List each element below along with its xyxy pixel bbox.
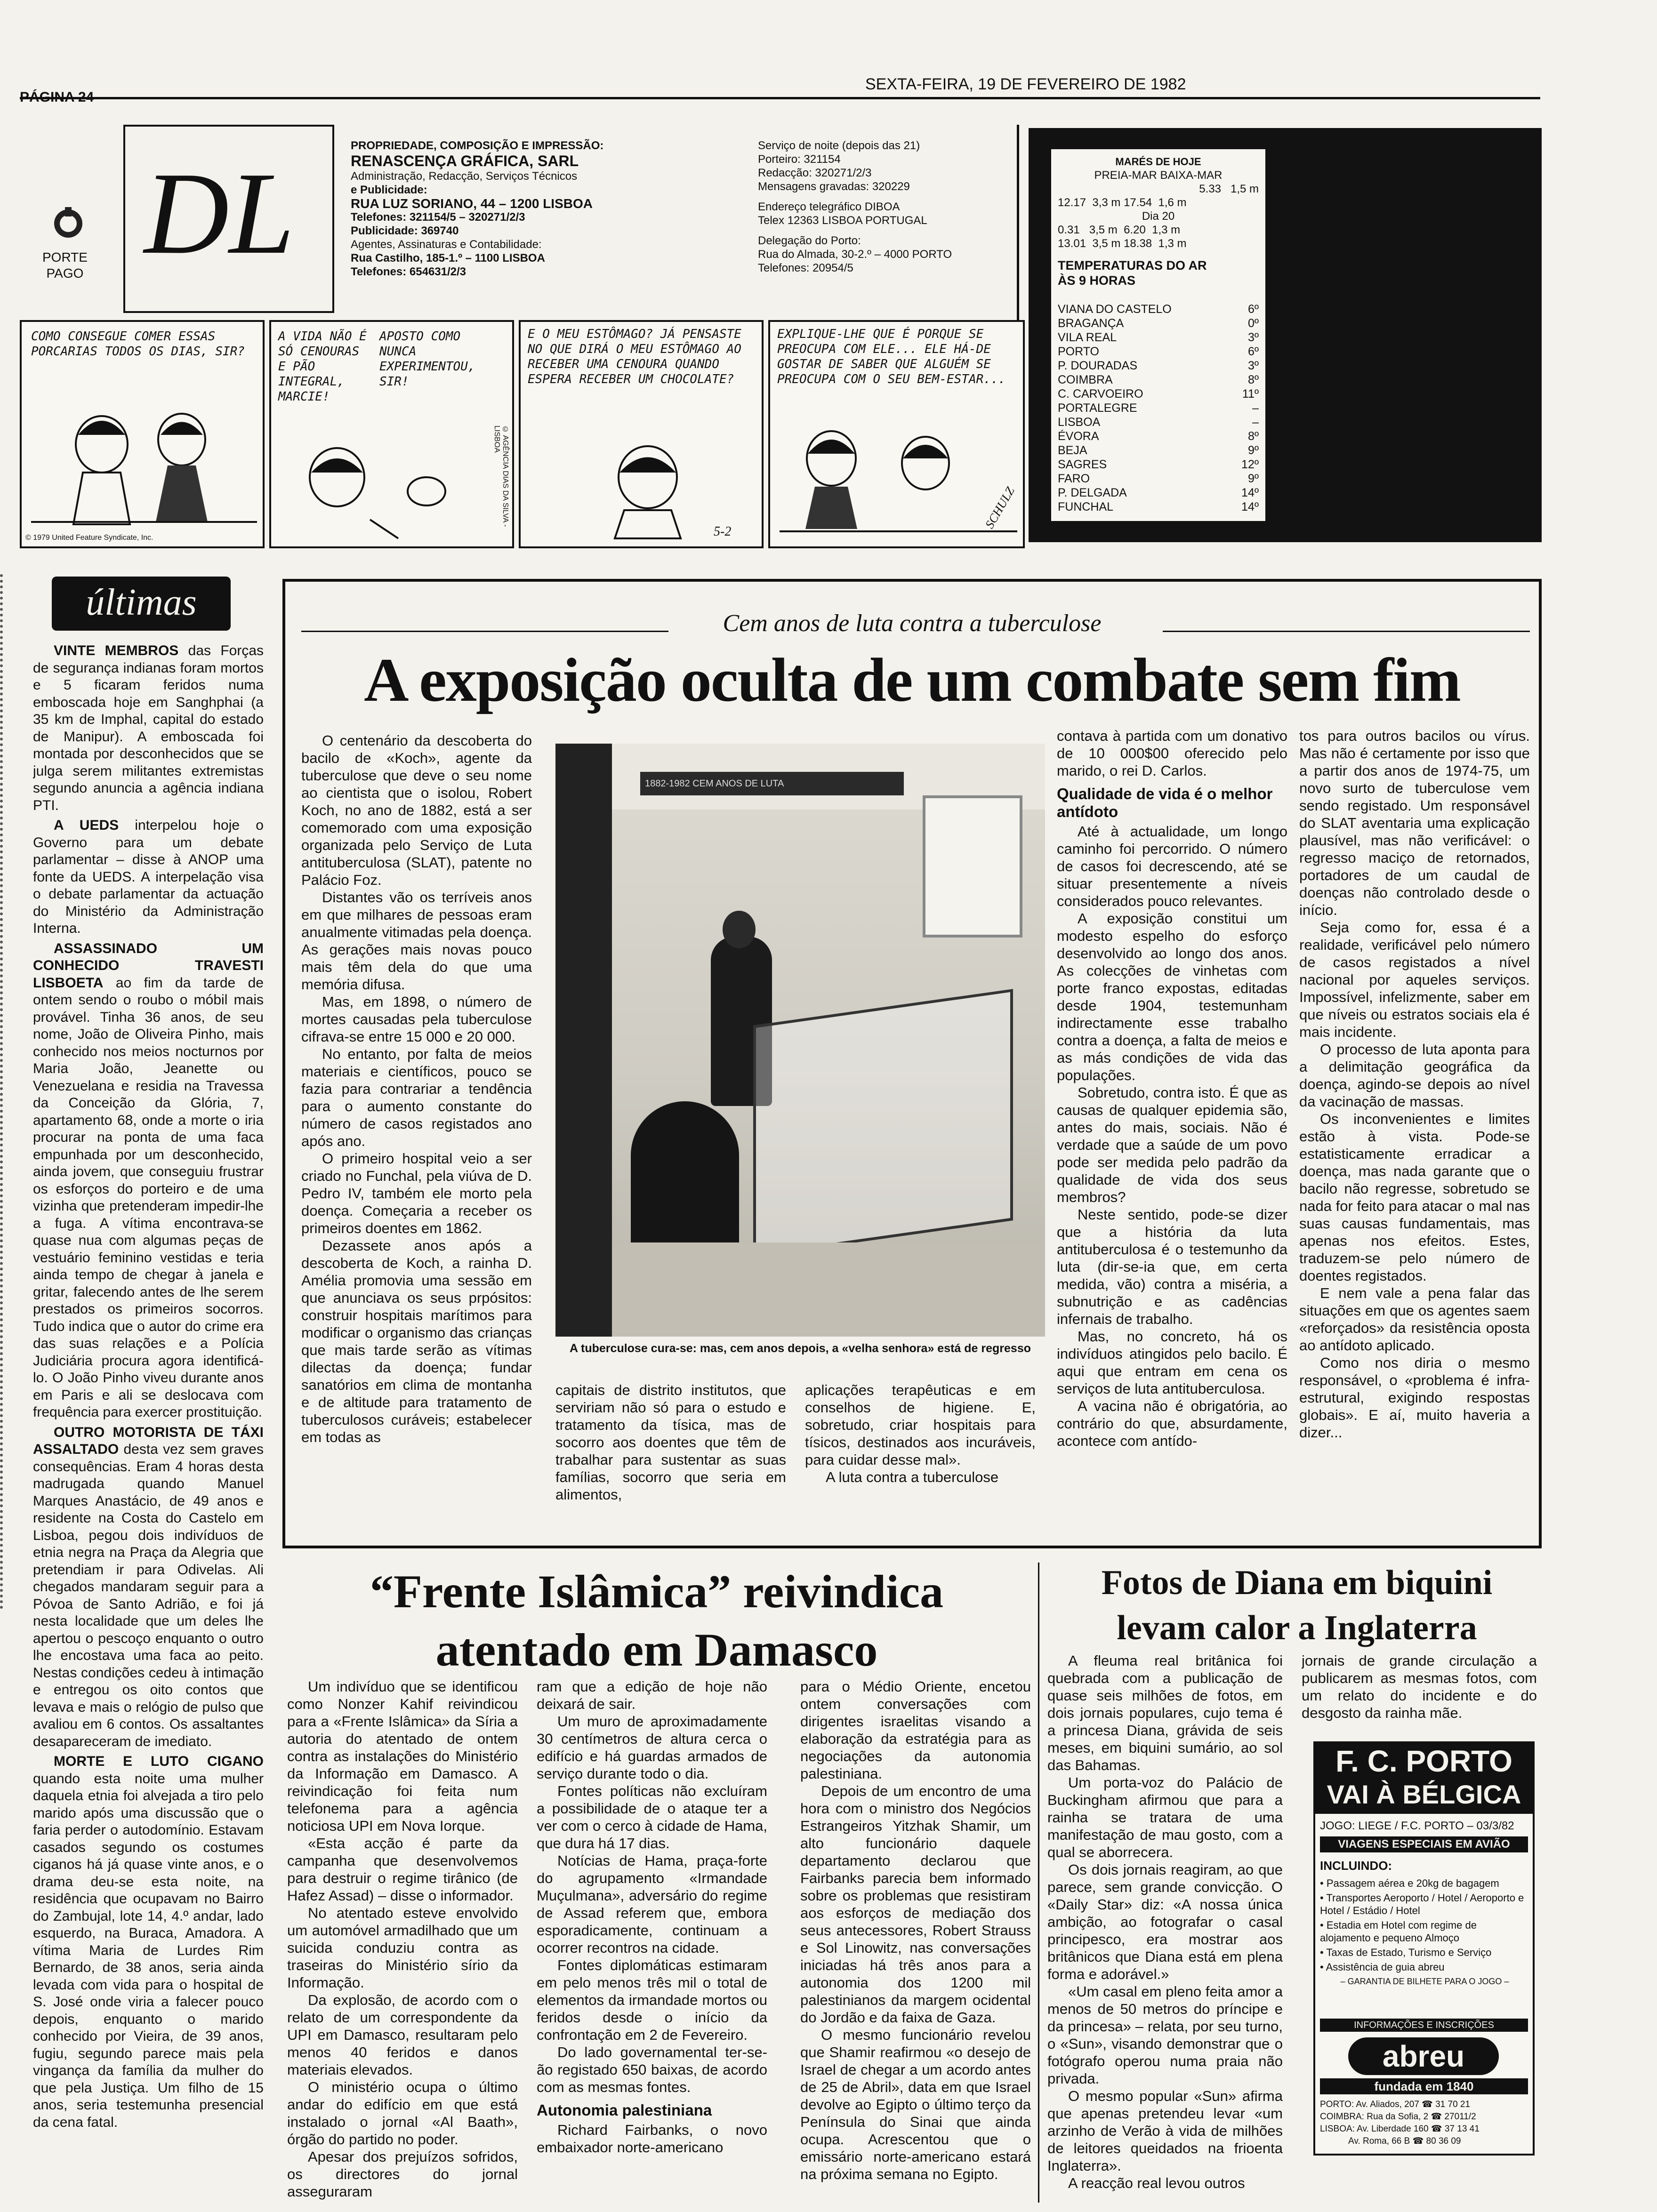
ultimas-banner bbox=[52, 577, 231, 631]
islamic-headline: “Frente Islâmica” reivindica atentado em Damasco bbox=[370, 1565, 944, 1676]
porte-pago-label: PORTE PAGO bbox=[42, 250, 88, 281]
ultimas-item: OUTRO MOTORISTA DE TÁXI ASSALTADO desta vez sem graves consequências. Eram 4 horas desta madrugada quando Manuel Marques Anastácio, de 49 anos e residente na Costa do Castelo em Lisboa, pegou dois indivíduos de etnia negra na Praça da Alegria que pretendiam ir para Odivelas. Ali chegados mandaram seguir para a Póvoa de Santo Adrião, e foi já nesta localidade que um deles lhe apertou o pescoço enquanto o outro lhe encostava uma faca ao peito. Nestas condições cedeu à intimação e entregou os oito contos que levava e mais o relógio de pulso que avaliou em 6 contos. Os assaltantes desapareceram de imediato. bbox=[33, 1424, 264, 1749]
temp-row: FUNCHAL 14º bbox=[1058, 500, 1259, 513]
ad-list-item: • Estadia em Hotel com regime de alojamento e pequeno Almoço bbox=[1320, 1919, 1477, 1944]
temp-row: P. DELGADA 14º bbox=[1058, 486, 1259, 499]
diana-col-1: A fleuma real britânica foi quebrada com a publicação de quase seis milhões de fotos, em dois jornais populares, cujo tema é a princesa Diana, grávida de seis meses, em biquini sumário, ao sol das Bahamas. Um porta-voz do Palácio de Buckingham afirmou que para a rainha se tratara de uma manifestação de mau gosto, com a qual se aborrecera. Os dois jornais reagiram, ao que parece, sem grande convicção. O «Daily Star» diz: «A nossa única ambição, ao fotografar o casal principesco, era mostrar aos britânicos que Diana está em plena forma e adorável.» «Um casal em pleno feita amor a menos de 50 metros do príncipe e da princesa» – relata, por seu turno, o «Sun», visando demonstrar que o fotógrafo operou numa praia não privada. O mesmo popular «Sun» afirma que apenas pretendeu levar «um arzinho de Verão à vida de milhões de leitores queidados na frioenta Inglaterra». A reacção real levou outros bbox=[1047, 1652, 1283, 2191]
comic-signature: SCHULZ bbox=[982, 484, 1017, 531]
ultimas-title: últimas bbox=[86, 582, 197, 623]
feature-col-4: contava à partida com um donativo de 10 000$00 oferecido pelo marido, o rei D. Carlos. Qualidade de vida é o melhor antídoto Até à actualidade, um longo caminho foi percorrido. O número de casos foi decrescendo, até se situar presentemente a níveis considerados pouco relevantes. A exposição constitui um modesto espelho do esforço desenvolvido ao longo dos anos. As colecções de vinhetas com porte franco expostas, editadas desde 1904, testemunham indirectamente esse trabalho contra a doença, a falta de meios e as más condições de vida das populações. Sobretudo, contra isto. É que as causas de qualquer epidemia são, antes do mais, sociais. Não é verdade que a saúde de um povo pode ser medida pelo padrão da qualidade de vida dos seus membros? Neste sentido, pode-se dizer que a história da luta antituberculosa é o testemunho da luta (dir-se-ia que, em certa medida, vão) contra a miséria, a subnutrição e as cadências infernais de trabalho. Mas, no concreto, há os indivíduos atingidos pelo bacilo. É aqui que entram em cena os serviços de luta antituberculosa. A vacina não é obrigatória, ao contrário do que, absurdamente, acontece com antído- bbox=[1057, 728, 1287, 1449]
photo-caption: A tuberculose cura-se: mas, cem anos depois, a «velha senhora» está de regresso bbox=[569, 1342, 1031, 1355]
comic-panel-2 bbox=[269, 320, 514, 548]
tides-row: Dia 20 bbox=[1142, 210, 1175, 223]
abreu-logo: abreu bbox=[1348, 2037, 1499, 2075]
ad-title-2: VAI À BÉLGICA bbox=[1327, 1779, 1521, 1809]
feature-col-5: tos para outros bacilos ou vírus. Mas não é certamente por isso que a partir dos anos de 1974-75, um novo surto de tuberculose vem sendo registado. Um responsável do SLAT aventaria uma explicação plausível, mas não verificável: o regresso maciço de retornados, portadores de um caudal de doenças não controlado desde o início. Seja como for, essa é a realidade, verificável pelo número de casos registados a nível nacional por aqueles serviços. Impossível, infelizmente, saber em que níveis ou estratos sociais ela é mais incidente. O processo de luta aponta para a delimitação geográfica da doença, agindo-se depois ao nível da vacinação de massas. Os inconvenientes e limites estão à vista. Pode-se estatisticamente erradicar a doença, mas nada garante que o bacilo não regresse, sobretudo se nada for feito para atacar o mal nas suas causas fundamentais, mas apenas nos efeitos. Estes, traduzem-se pelo número de doentes registados. E nem vale a pena falar das situações em que os agentes saem «reforçados» da resistência oposta ao antídoto aplicado. Como nos diria o mesmo responsável, o «problema é infra-estrutural, exigindo respostas globais». E aí, muito haveria a dizer... bbox=[1299, 728, 1530, 1441]
islamic-subhead: Autonomia palestiniana bbox=[537, 2101, 712, 2119]
temp-row: BEJA 9º bbox=[1058, 444, 1259, 457]
tides-subtitle: PREIA-MAR BAIXA-MAR bbox=[1094, 169, 1223, 182]
feature-col-3: aplicações terapêuticas e em conselhos de higiene. E, sobretudo, criar hospitais para tísicos, destinados aos incuráveis, para cuidar desse mal». A luta contra a tuberculose bbox=[805, 1382, 1036, 1485]
tides-row: 5.33 1,5 m bbox=[1199, 183, 1259, 195]
column-divider bbox=[1038, 1563, 1039, 2203]
ad-info-banner: INFORMAÇÕES E INSCRIÇÕES bbox=[1320, 2019, 1528, 2032]
ultimas-column bbox=[33, 642, 264, 2196]
feature-headline: A exposição oculta de um combate sem fim bbox=[364, 645, 1460, 714]
comic-panel-4 bbox=[768, 320, 1025, 548]
feature-col-2: capitais de distrito institutos, que serviriam não só para o estudo e tratamento da tísica, mas de socorro aos doentes que têm de trabalhar para sustentar as suas famílias, socorro que seria em alimentos, bbox=[555, 1382, 786, 1503]
comic-panel-1 bbox=[20, 320, 265, 548]
ultimas-item: A UEDS interpelou hoje o Governo para um debate parlamentar – disse à ANOP uma fonte da UEDS. A interpelação visa o debate parlamentar da actuação do Ministério da Administração Interna. bbox=[33, 817, 264, 936]
weather-inner bbox=[1051, 149, 1265, 521]
ad-title-block bbox=[1315, 1743, 1533, 1814]
comic-panel-3 bbox=[519, 320, 764, 548]
ad-list-item: • Transportes Aeroporto / Hotel / Aeroporto e Hotel / Estádio / Hotel bbox=[1320, 1892, 1524, 1916]
photo-exhibit-sign: 1882-1982 CEM ANOS DE LUTA bbox=[640, 772, 904, 795]
temp-row: PORTALEGRE – bbox=[1058, 401, 1259, 415]
temp-row: SAGRES 12º bbox=[1058, 458, 1259, 471]
dl-logo: DL bbox=[144, 148, 295, 279]
tides-row: 12.17 3,3 m 17.54 1,6 m bbox=[1058, 196, 1187, 209]
ad-list-item: • Taxas de Estado, Turismo e Serviço bbox=[1320, 1947, 1492, 1958]
temp-row: ÉVORA 8º bbox=[1058, 430, 1259, 443]
islamic-col-3: para o Médio Oriente, encetou ontem conversações com dirigentes israelitas visando a elaboração da estratégia para as negociações da autonomia palestiniana. Depois de um encontro de uma hora com o ministro dos Negócios Estrangeiros Yitzhak Shamir, um alto funcionário daquele departamento declarou que Fairbanks parecia bem informado sobre os problemas que resistiram aos esforços de mediação dos seus antecessores, Robert Strauss e Sol Linowitz, nas conversações iniciadas há três anos para a autonomia dos 1200 mil palestinianos da margem ocidental do Jordão e da faixa de Gaza. O mesmo funcionário revelou que Shamir reafirmou «o desejo de Israel de chegar a um acordo antes de 25 de Abril», data em que Israel devolve ao Egipto o último terço da Península do Sinai que ainda ocupa. Acrescentou que o emissário norte-americano estará na próxima semana no Egipto. bbox=[800, 1678, 1031, 2182]
comic-copyright: © 1979 United Feature Syndicate, Inc. bbox=[25, 534, 153, 542]
comic-figures-icon bbox=[22, 402, 265, 538]
comic-speech: E O MEU ESTÔMAGO? JÁ PENSASTE NO QUE DIRÁ O MEU ESTÔMAGO AO RECEBER UMA CENOURA QUANDO ESPERA RECEBER UM CHOCOLATE? bbox=[528, 327, 741, 386]
comic-date: 5-2 bbox=[714, 524, 732, 539]
feature-photo bbox=[555, 744, 1045, 1337]
feature-kicker: Cem anos de luta contra a tuberculose bbox=[723, 610, 1102, 637]
tides-row: 13.01 3,5 m 18.38 1,3 m bbox=[1058, 237, 1187, 250]
ownership-block: PROPRIEDADE, COMPOSIÇÃO E IMPRESSÃO: RENASCENÇA GRÁFICA, SARL Administração, Redacção, Serviços Técnicos e Publicidade: RUA LUZ SORIANO, 44 – 1200 LISBOA Telefones: 321154/5 – 320271/2/3 Publicidade: 369740 Agentes, Assinaturas e Contabilidade: Rua Castilho, 185-1.º – 1100 LISBOA Telefones: 654631/2/3 bbox=[351, 139, 604, 278]
islamic-col-1: Um indivíduo que se identificou como Nonzer Kahif reivindicou para a «Frente Islâmica» da Síria a autoria do atentado de ontem contra as instalações do Ministério da Informação em Damasco. A reivindicação foi feita num telefonema para a agência noticiosa UPI em Nova Iorque. «Esta acção é parte da campanha que desenvolvemos para destruir o regime tirânico (de Hafez Assad) – disse o informador. No atentado esteve envolvido um automóvel armadilhado que um suicida conduziu contra as traseiras do Ministério sírio da Informação. Da explosão, de acordo com o relato de um correspondente da UPI em Damasco, resultaram pelo menos 40 feridos e danos materiais elevados. O ministério ocupa o último andar do edifício em que está instalado o jornal «Al Baath», órgão do partido no poder. Apesar dos prejuízos sofridos, os directores do jornal asseguraram bbox=[287, 1678, 518, 2200]
comic-speech: A VIDA NÃO É SÓ CENOURAS E PÃO INTEGRAL, MARCIE! bbox=[278, 329, 367, 404]
ad-list bbox=[1320, 1875, 1529, 1990]
tides-row: 0.31 3,5 m 6.20 1,3 m bbox=[1058, 224, 1181, 236]
ultimas-item: ASSASSINADO UM CONHECIDO TRAVESTI LISBOETA ao fim da tarde de ontem sendo o roubo o móbil mais provável. Tinha 36 anos, de seu nome, João de Oliveira Pinho, mais conhecido nos meios nocturnos por Maria João, Jeanette ou Venezuelana e residia na Travessa da Conceição da Glória, 7, apartamento 68, onde a morte o iria procurar na ponta de uma faca empunhada por um desconhecido, ainda jovem, que conseguiu frustrar os esforços do porteiro e de uma vizinha que pretenderam impedir-lhe a fuga. A vítima encontrava-se quase nua com algumas peças de vestuário feminino vestidas e teria ainda tempo de chegar à janela e gritar, falecendo antes de lhe serem prestados os primeiros socorros. Tudo indica que o autor do crime era das suas relações e a Polícia Judiciária procura agora identificá-lo. O João Pinho viveu durante anos em Paris e ali se deslocava com frequência para exercer prostituição. bbox=[33, 940, 264, 1420]
temp-row: PORTO 6º bbox=[1058, 345, 1259, 358]
temp-row: LISBOA – bbox=[1058, 416, 1259, 429]
temp-row: BRAGANÇA 0º bbox=[1058, 317, 1259, 330]
comic-figures-icon bbox=[271, 440, 514, 548]
ad-list-item: – GARANTIA DE BILHETE PARA O JOGO – bbox=[1340, 1977, 1509, 1986]
comic-speech: COMO CONSEGUE COMER ESSAS PORCARIAS TODOS OS DIAS, SIR? bbox=[31, 329, 245, 359]
ad-banner: VIAGENS ESPECIAIS EM AVIÃO bbox=[1320, 1836, 1528, 1852]
ad-match: JOGO: LIEGE / F.C. PORTO – 03/3/82 bbox=[1320, 1819, 1514, 1832]
islamic-col-2: ram que a edição de hoje não deixará de sair. Um muro de aproximadamente 30 centímetros de altura cerca o edifício e há guardas armados de serviço durante todo o dia. Fontes políticas não excluíram a possibilidade de o ataque ter a ver com o cerco à cidade de Hama, que dura há 17 dias. Notícias de Hama, praça-forte do agrupamento «Irmandade Muçulmana», adversário do regime de Assad referem que, embora esporadicamente, continuam a ocorrer recontros na cidade. Fontes diplomáticas estimaram em pelo menos três mil o total de elementos da irmandade mortos ou feridos desde o início da confrontação em 2 de Fevereiro. Do lado governamental ter-se-ão registado 650 baixas, de acordo com as mesmas fontes. Autonomia palestiniana Richard Fairbanks, o novo embaixador norte-americano bbox=[537, 1678, 767, 2156]
fc-porto-ad bbox=[1313, 1741, 1535, 2156]
ad-list-item: • Assistência de guia abreu bbox=[1320, 1961, 1445, 1973]
ad-includes: INCLUINDO: bbox=[1320, 1859, 1392, 1873]
header-rule bbox=[20, 97, 1540, 99]
comic-credit: © AGÊNCIA DIAS DA SILVA - LISBOA bbox=[493, 425, 509, 527]
services-block: Serviço de noite (depois das 21) Porteiro: 321154 Redacção: 320271/2/3 Mensagens gravadas: 320229 Endereço telegráfico DIBOA Telex 12363 LISBOA PORTUGAL Delegação do Porto: Rua do Almada, 30-2.º – 4000 PORTO Telefones: 20954/5 bbox=[758, 139, 952, 274]
diana-headline: Fotos de Diana em biquini levam calor a Inglaterra bbox=[1101, 1563, 1493, 1647]
ultimas-item: VINTE MEMBROS das Forças de segurança indianas foram mortos e 5 ficaram feridos numa emboscada hoje em Sanghphai (a 35 km de Imphal, capital do estado de Manipur). A emboscada foi montada por desconhecidos que se julga serem militantes extremistas segundo anuncia a agência indiana PTI. bbox=[33, 643, 264, 813]
weather-box bbox=[1029, 128, 1542, 542]
ad-list-item: • Passagem aérea e 20kg de bagagem bbox=[1320, 1877, 1499, 1889]
temp-row: C. CARVOEIRO 11º bbox=[1058, 387, 1259, 401]
ultimas-edge-decoration bbox=[0, 574, 9, 1610]
diana-col-2: jornais de grande circulação a publicarem as mesmas fotos, com um relato do incidente e do desgosto da rainha mãe. bbox=[1302, 1652, 1537, 1721]
ad-title-1: F. C. PORTO bbox=[1335, 1744, 1512, 1778]
comic-speech: APOSTO COMO NUNCA EXPERIMENTOU, SIR! bbox=[379, 329, 475, 389]
logo-box bbox=[123, 125, 334, 313]
temp-row: FARO 9º bbox=[1058, 472, 1259, 485]
page-date: SEXTA-FEIRA, 19 DE FEVEREIRO DE 1982 bbox=[865, 75, 1186, 93]
masthead-right-rule bbox=[1017, 125, 1019, 322]
comic-speech: EXPLIQUE-LHE QUE É PORQUE SE PREOCUPA COM ELE... ELE HÁ-DE GOSTAR DE SABER QUE ALGUÉM SE PREOCUPA COM O SEU BEM-ESTAR... bbox=[777, 327, 1006, 386]
temp-row: COIMBRA 8º bbox=[1058, 373, 1259, 386]
temp-row: VILA REAL 3º bbox=[1058, 331, 1259, 344]
temp-row: P. DOURADAS 3º bbox=[1058, 359, 1259, 372]
ultimas-item: MORTE E LUTO CIGANO quando esta noite uma mulher daquela etnia foi alvejada a tiro pelo marido após uma discussão que o faria perder o autodomínio. Estavam casados segundo os costumes ciganos há já quase vinte anos, e o drama deu-se esta noite, na residência que ocupavam no Bairro do Zambujal, lote 14, 4.º andar, lado esquerdo, na Buraca, Amadora. A vítima Maria de Lurdes Rim Bernardo, de 38 anos, seria ainda levada com vida para o hospital de S. José onde viria a falecer pouco depois, enquanto o marido conhecido por Vieira, de 39 anos, fugiu, segundo parece mais pela vingança da família da mulher do que pela Justiça. Um filho de 15 anos, seria testemunha presencial da cena fatal. bbox=[33, 1754, 264, 2130]
feature-col-1: O centenário da descoberta do bacilo de «Koch», agente da tuberculose que deve o seu nome ao cientista que o isolou, Robert Koch, no ano de 1882, está a ser comemorado com uma exposição organizada pelo Serviço de Luta antituberculosa (SLAT), patente no Palácio Foz. Distantes vão os terríveis anos em que milhares de pessoas eram anualmente vitimadas pela doença. As gerações mais novas pouco mais têm dela do que uma memória difusa. Mas, em 1898, o número de mortes causadas pela tuberculose cifrava-se entre 15 000 e 20 000. No entanto, por falta de meios materiais e científicos, pouco se fazia para contrariar a tendência para o aumento constante do número de casos registados ano após ano. O primeiro hospital veio a ser criado no Funchal, pela viúva de D. Pedro IV, também ele morto pela doença. Começaria a receber os primeiros doentes em 1862. Dezassete anos após a descoberta de Koch, a rainha D. Amélia promovia uma sessão em que anunciava os seus prpósitos: construir hospitais marítimos para modificar o organismo das crianças que mais tarde serão as vítimas dilectas da doença; fundar sanatórios em clima de montanha e de altitude para tratamento de tuberculosos curáveis; estabelecer em todas as bbox=[301, 732, 532, 1445]
temps-title: TEMPERATURAS DO AR ÀS 9 HORAS bbox=[1058, 258, 1207, 288]
ad-addresses: PORTO: Av. Aliados, 207 ☎ 31 70 21 COIMBRA: Rua da Sofia, 2 ☎ 27011/2 LISBOA: Av. Liberdade 160 ☎ 37 13 41 Av. Roma, 66 B ☎ 80 36 09 bbox=[1320, 2100, 1480, 2146]
ad-founded: fundada em 1840 bbox=[1320, 2078, 1528, 2094]
coat-of-arms-icon bbox=[47, 202, 89, 245]
temp-row: VIANA DO CASTELO 6º bbox=[1058, 303, 1259, 316]
tides-title: MARÉS DE HOJE bbox=[1115, 156, 1201, 168]
